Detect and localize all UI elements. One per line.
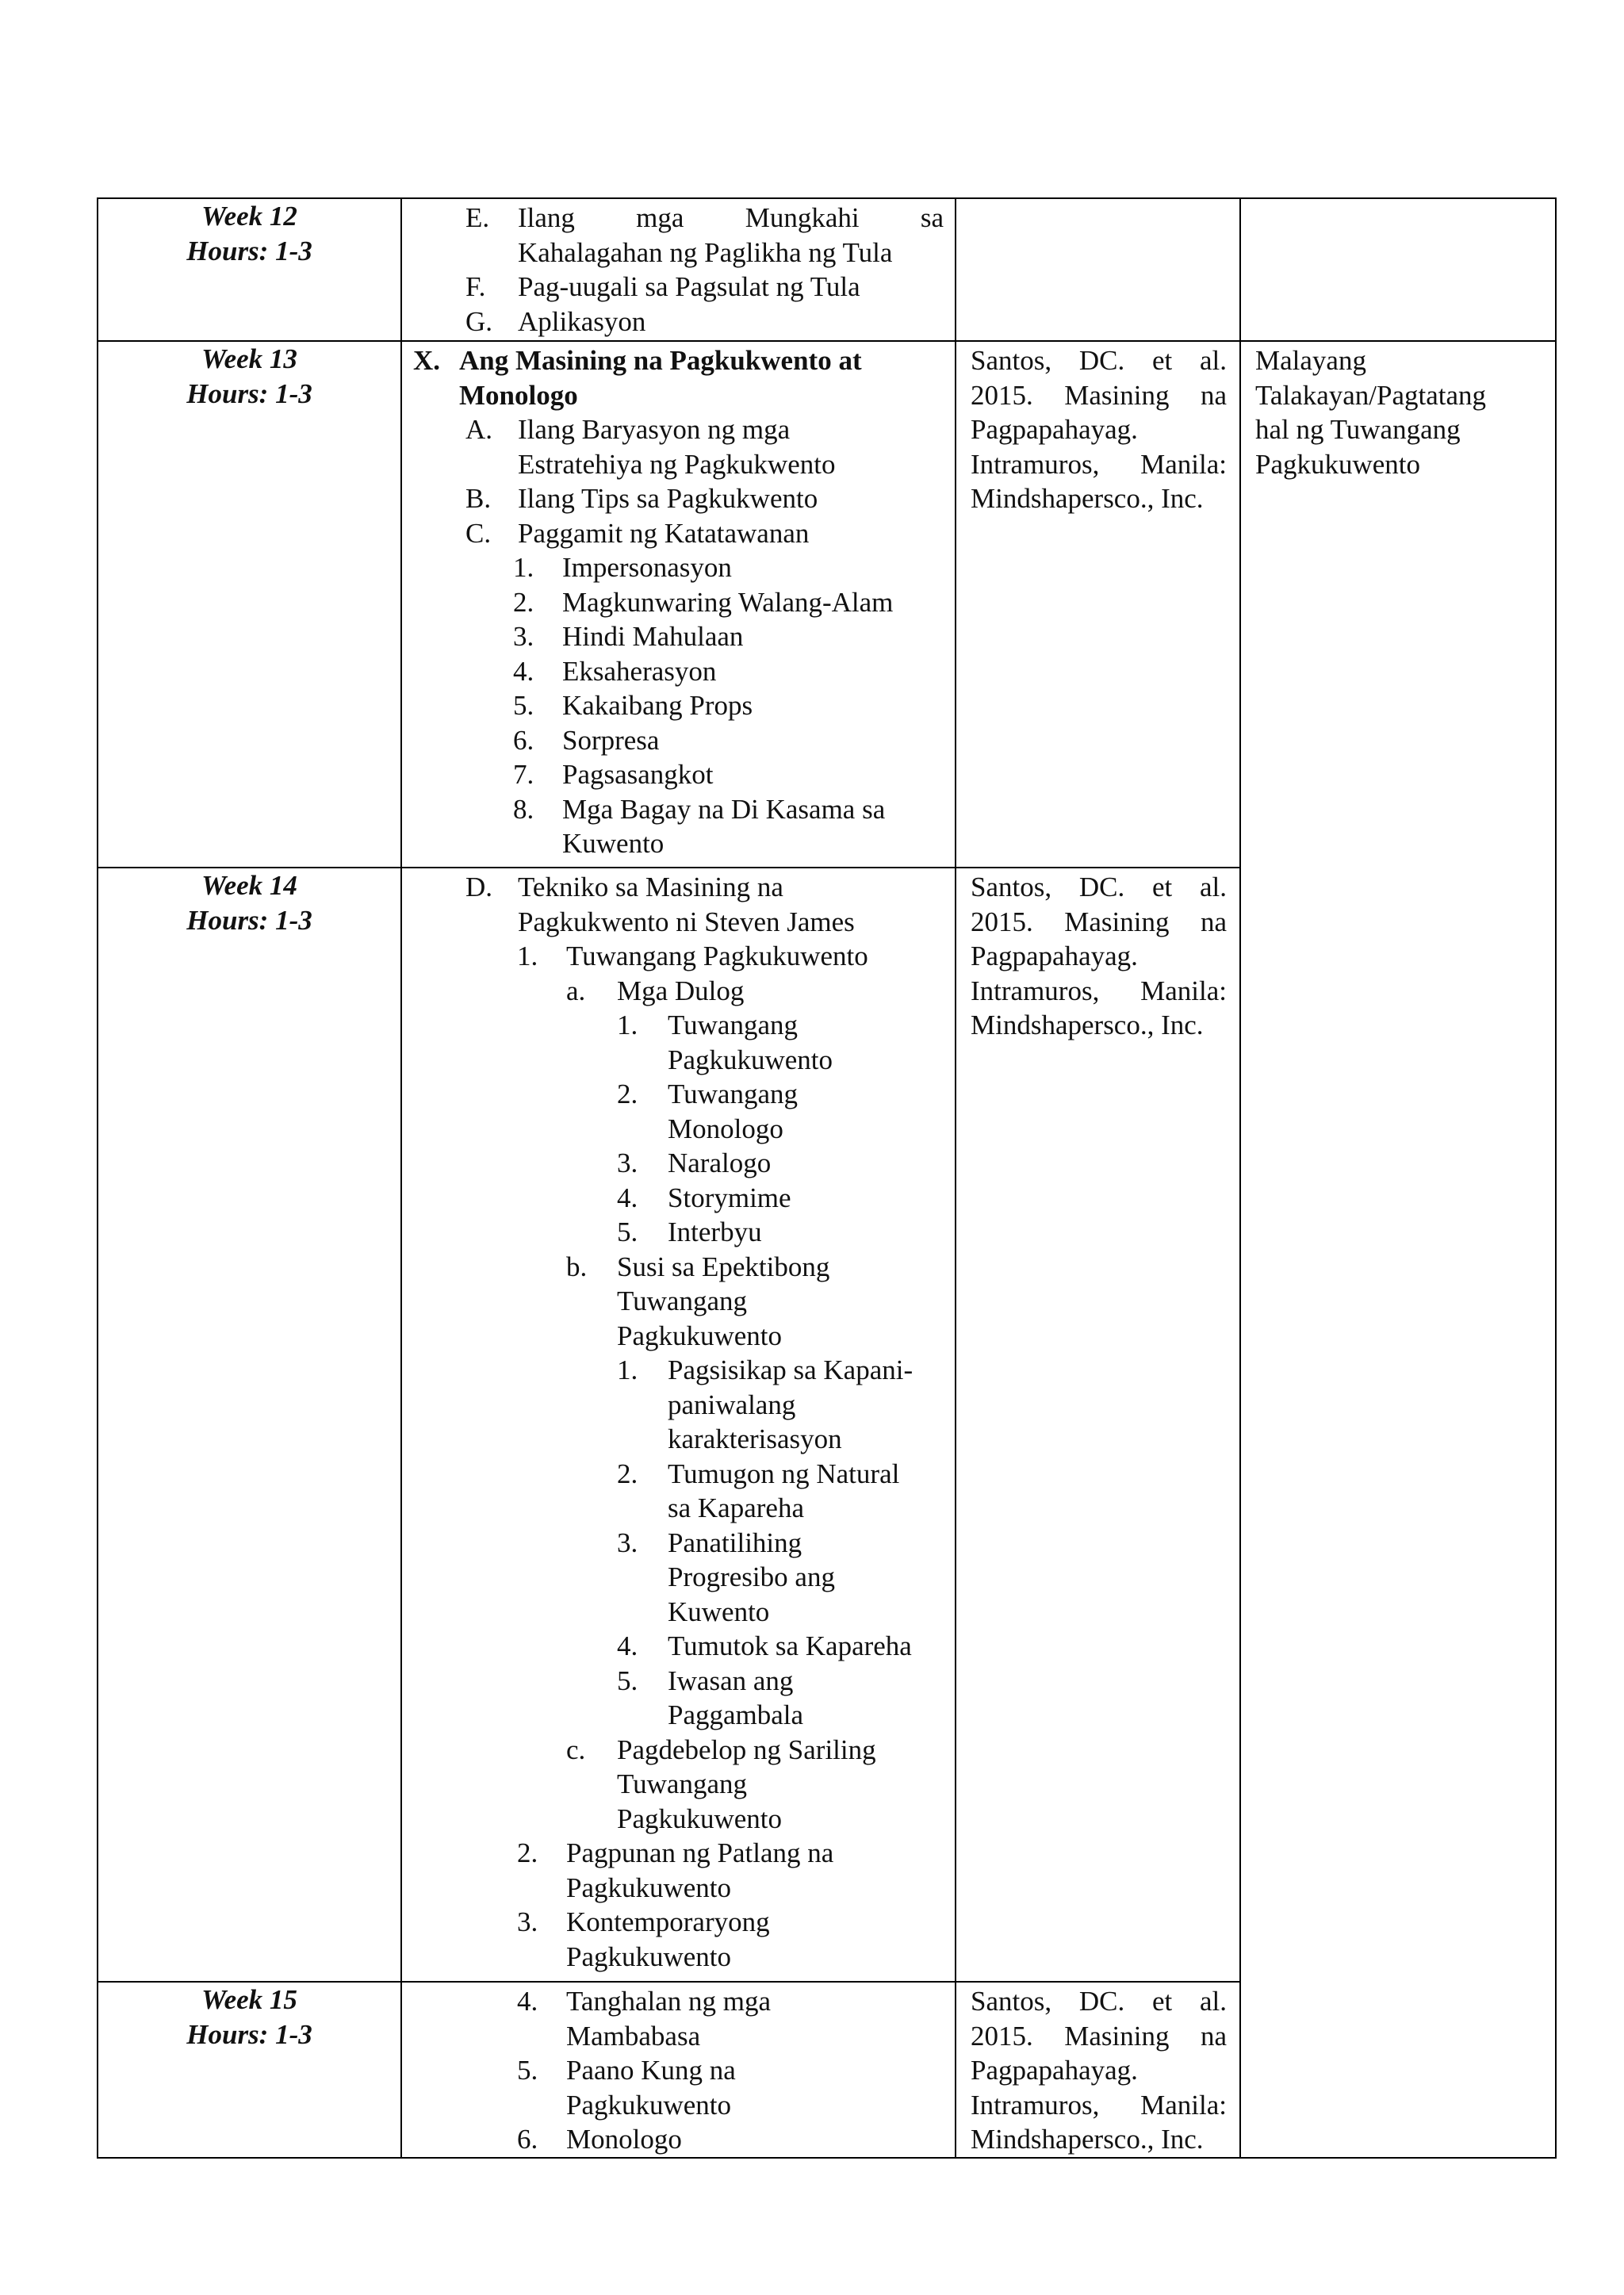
reference-cell xyxy=(956,1982,1240,2158)
list-item-text xyxy=(518,270,944,305)
list-item-text xyxy=(617,1250,944,1354)
list-item-text xyxy=(562,619,944,654)
list-item-label: 4. xyxy=(617,1182,638,1213)
list-item-line: Magkunwaring Walang-Alam xyxy=(562,586,894,618)
list-item xyxy=(402,1905,944,1974)
list-item-label: 7. xyxy=(513,759,534,790)
list-item-text xyxy=(668,1146,944,1181)
list-item-line: Monologo xyxy=(668,1113,783,1144)
list-item-label: X. xyxy=(413,345,441,376)
table-row xyxy=(98,341,1556,868)
list-item xyxy=(402,1215,944,1250)
reference-line: Mindshapersco., Inc. xyxy=(971,2124,1204,2155)
list-item-line: Pagdebelop ng Sariling xyxy=(617,1734,876,1765)
week-label: Week 14 xyxy=(201,870,297,901)
list-item xyxy=(402,201,944,270)
list-item xyxy=(402,585,944,620)
list-item-label: 5. xyxy=(617,1216,638,1247)
list-item xyxy=(402,757,944,792)
list-item-text xyxy=(566,1984,944,2053)
list-item-line: Tuwangang Pagkukuwento xyxy=(566,941,868,971)
list-item-label: 5. xyxy=(617,1665,638,1696)
list-item-label: b. xyxy=(566,1251,588,1282)
list-item xyxy=(402,516,944,551)
list-item-line: Susi sa Epektibong xyxy=(617,1251,830,1282)
list-item-label: F. xyxy=(465,271,486,302)
activity-cell xyxy=(1240,341,1556,2158)
list-item-label: 4. xyxy=(617,1630,638,1661)
list-item-line: Paggambala xyxy=(668,1699,804,1730)
list-item xyxy=(402,1984,944,2053)
list-item-label: 6. xyxy=(513,724,534,756)
list-item-label: 3. xyxy=(617,1527,638,1558)
topics-cell xyxy=(401,198,956,341)
list-item-line: Tumugon ng Natural xyxy=(668,1458,900,1489)
topics-cell xyxy=(401,868,956,1982)
list-item-line: Kuwento xyxy=(562,828,665,859)
list-item-line: Kontemporaryong xyxy=(566,1906,770,1937)
list-item-label: 1. xyxy=(513,552,534,583)
list-item xyxy=(402,343,944,412)
list-item xyxy=(402,1664,944,1733)
list-item xyxy=(402,270,944,305)
list-item-text xyxy=(566,1905,944,1974)
list-item-text xyxy=(562,792,944,861)
reference-line: Pagpapahayag. xyxy=(971,941,1138,971)
hours-label: Hours: 1-3 xyxy=(186,2018,312,2050)
list-item xyxy=(402,550,944,585)
list-item-label: D. xyxy=(465,872,493,902)
list-item-text xyxy=(562,688,944,723)
list-item-label: 5. xyxy=(513,690,534,721)
list-item-line: Pagsasangkot xyxy=(562,759,714,790)
list-item xyxy=(402,792,944,861)
list-item-label: A. xyxy=(465,414,493,445)
reference-line: Intramuros, Manila: xyxy=(971,2089,1227,2121)
week-cell xyxy=(98,868,401,1982)
reference-line: Santos, DC. et al. xyxy=(971,345,1227,376)
list-item-label: c. xyxy=(566,1734,586,1765)
list-item xyxy=(402,412,944,481)
activity-text xyxy=(1241,342,1555,481)
week-cell xyxy=(98,1982,401,2158)
list-item-line: Monologo xyxy=(459,379,578,411)
list-item-line: paniwalang xyxy=(668,1389,796,1420)
activity-line: Pagkukuwento xyxy=(1255,448,1421,480)
reference-cell xyxy=(956,868,1240,1982)
list-item-text xyxy=(518,481,944,516)
list-item-line: Monologo xyxy=(566,2124,682,2155)
list-item xyxy=(402,1077,944,1146)
list-item-line: Pagkukuwento xyxy=(566,2089,732,2121)
list-item xyxy=(402,1457,944,1526)
week-label: Week 13 xyxy=(201,343,297,374)
list-item-text xyxy=(566,2122,944,2157)
list-item-text xyxy=(562,757,944,792)
reference-line: Pagpapahayag. xyxy=(971,2055,1138,2086)
list-item-text xyxy=(518,305,944,339)
list-item-line: Tuwangang xyxy=(617,1768,747,1799)
list-item-text xyxy=(562,585,944,620)
list-item xyxy=(402,939,944,974)
activity-cell xyxy=(1240,198,1556,341)
list-item xyxy=(402,2122,944,2157)
list-item-label: 2. xyxy=(517,1837,538,1868)
list-item-text xyxy=(518,412,944,481)
list-item-text xyxy=(668,1526,944,1630)
list-item-label: 1. xyxy=(617,1354,638,1385)
reference-line: Pagpapahayag. xyxy=(971,414,1138,445)
list-item-line: Impersonasyon xyxy=(562,552,732,583)
list-item-line: Hindi Mahulaan xyxy=(562,621,744,652)
list-item-text xyxy=(518,201,944,270)
list-item-text xyxy=(668,1629,944,1664)
list-item xyxy=(402,1181,944,1216)
list-item xyxy=(402,688,944,723)
list-item-label: 2. xyxy=(617,1458,638,1489)
topics-list xyxy=(402,199,955,339)
list-item-label: 4. xyxy=(513,655,534,687)
list-item xyxy=(402,1629,944,1664)
list-item xyxy=(402,1733,944,1837)
topics-list xyxy=(402,868,955,1974)
list-item-line: Pagkukuwento xyxy=(668,1044,833,1075)
reference-text xyxy=(956,342,1239,516)
list-item-text xyxy=(668,1457,944,1526)
list-item-line: Ilang Tips sa Pagkukwento xyxy=(518,483,818,514)
list-item-text xyxy=(617,974,944,1009)
list-item-label: G. xyxy=(465,305,493,337)
list-item-line: Tumutok sa Kapareha xyxy=(668,1630,912,1661)
list-item-line: Pagkukuwento xyxy=(566,1941,732,1972)
list-item-line: Pagkukuwento xyxy=(617,1320,783,1351)
list-item-label: 2. xyxy=(617,1079,638,1109)
list-item-line: Pagkukuwento xyxy=(566,1872,732,1903)
list-item-line: sa Kapareha xyxy=(668,1492,804,1523)
list-item-text xyxy=(518,516,944,551)
list-item-text xyxy=(518,870,944,939)
list-item-line: Naralogo xyxy=(668,1148,772,1178)
list-item-line: Sorpresa xyxy=(562,724,660,756)
reference-line: Mindshapersco., Inc. xyxy=(971,1010,1204,1040)
list-item-text xyxy=(668,1008,944,1077)
list-item-label: E. xyxy=(465,202,490,233)
list-item-text xyxy=(562,654,944,689)
list-item-line: Mga Dulog xyxy=(617,975,745,1006)
list-item xyxy=(402,1836,944,1905)
list-item-text xyxy=(668,1664,944,1733)
list-item-line: karakterisasyon xyxy=(668,1423,842,1454)
list-item-label: 1. xyxy=(517,941,538,971)
list-item-label: 3. xyxy=(617,1148,638,1178)
list-item-line: Paggamit ng Katatawanan xyxy=(518,517,810,549)
list-item xyxy=(402,974,944,1009)
list-item-text xyxy=(566,2053,944,2122)
list-item-line: Mambabasa xyxy=(566,2020,701,2052)
week-label: Week 15 xyxy=(201,1984,297,2015)
list-item xyxy=(402,1526,944,1630)
syllabus-table xyxy=(97,197,1557,2159)
list-item-line: Pag-uugali sa Pagsulat ng Tula xyxy=(518,271,860,302)
list-item-text xyxy=(668,1353,944,1457)
reference-cell xyxy=(956,341,1240,868)
reference-line: Santos, DC. et al. xyxy=(971,1986,1227,2017)
list-item-label: 3. xyxy=(517,1906,538,1937)
reference-line: 2015. Masining na xyxy=(971,906,1227,937)
list-item-label: 4. xyxy=(517,1986,538,2017)
list-item xyxy=(402,305,944,339)
reference-text xyxy=(956,868,1239,1043)
list-item-line: Tuwangang xyxy=(668,1079,798,1109)
hours-label: Hours: 1-3 xyxy=(186,377,312,409)
list-item xyxy=(402,654,944,689)
list-item-line: Eksaherasyon xyxy=(562,655,717,687)
list-item-text xyxy=(668,1077,944,1146)
reference-line: Santos, DC. et al. xyxy=(971,872,1227,902)
list-item-line: Kuwento xyxy=(668,1596,770,1627)
list-item-label: 3. xyxy=(513,621,534,652)
week-label: Week 12 xyxy=(201,201,297,232)
list-item-line: Pagsisikap sa Kapani- xyxy=(668,1354,914,1385)
list-item xyxy=(402,1146,944,1181)
list-item-line: Interbyu xyxy=(668,1216,762,1247)
list-item-line: Pagpunan ng Patlang na xyxy=(566,1837,834,1868)
list-item-text xyxy=(668,1215,944,1250)
list-item-label: C. xyxy=(465,517,492,549)
list-item-text xyxy=(459,343,944,412)
list-item xyxy=(402,619,944,654)
list-item-line: Tuwangang xyxy=(617,1285,747,1316)
list-item-line: Ilang Baryasyon ng mga xyxy=(518,414,791,445)
list-item-label: 5. xyxy=(517,2055,538,2086)
topics-cell xyxy=(401,341,956,868)
list-item-line: Estratehiya ng Pagkukwento xyxy=(518,448,836,480)
list-item-line: Progresibo ang xyxy=(668,1561,835,1592)
list-item-label: 1. xyxy=(617,1010,638,1040)
list-item-line: Paano Kung na xyxy=(566,2055,736,2086)
list-item-line: Tanghalan ng mga xyxy=(566,1986,772,2017)
list-item-line: Mga Bagay na Di Kasama sa xyxy=(562,793,886,825)
list-item-line: Storymime xyxy=(668,1182,791,1213)
list-item-line: Iwasan ang xyxy=(668,1665,794,1696)
reference-line: Intramuros, Manila: xyxy=(971,975,1227,1006)
list-item-line: Aplikasyon xyxy=(518,305,646,337)
hours-label: Hours: 1-3 xyxy=(186,904,312,936)
list-item xyxy=(402,723,944,758)
topics-list xyxy=(402,1983,955,2157)
hours-label: Hours: 1-3 xyxy=(186,235,312,266)
list-item-line: Ang Masining na Pagkukwento at xyxy=(459,345,862,376)
activity-line: Malayang xyxy=(1255,345,1366,376)
list-item-text xyxy=(566,939,944,974)
list-item-label: a. xyxy=(566,975,586,1006)
list-item-text xyxy=(566,1836,944,1905)
list-item-label: 6. xyxy=(517,2124,538,2155)
list-item-line: Panatilihing xyxy=(668,1527,802,1558)
list-item-line: Ilang mga Mungkahi sa xyxy=(518,202,944,233)
list-item-line: Kakaibang Props xyxy=(562,690,753,721)
reference-cell xyxy=(956,198,1240,341)
week-cell xyxy=(98,341,401,868)
reference-line: Mindshapersco., Inc. xyxy=(971,483,1204,514)
list-item xyxy=(402,1008,944,1077)
list-item xyxy=(402,870,944,939)
list-item-label: B. xyxy=(465,483,492,514)
list-item-text xyxy=(562,723,944,758)
list-item-text xyxy=(617,1733,944,1837)
topics-list xyxy=(402,342,955,861)
list-item-line: Tuwangang xyxy=(668,1010,798,1040)
list-item-line: Pagkukwento ni Steven James xyxy=(518,906,855,937)
list-item-text xyxy=(562,550,944,585)
list-item-line: Kahalagahan ng Paglikha ng Tula xyxy=(518,236,893,268)
list-item-label: 2. xyxy=(513,586,534,618)
reference-line: 2015. Masining na xyxy=(971,2020,1227,2052)
table-row xyxy=(98,198,1556,341)
list-item xyxy=(402,481,944,516)
activity-line: Talakayan/Pagtatang xyxy=(1255,379,1487,411)
list-item-line: Pagkukuwento xyxy=(617,1803,783,1834)
activity-line: hal ng Tuwangang xyxy=(1255,414,1461,445)
list-item-text xyxy=(668,1181,944,1216)
week-cell xyxy=(98,198,401,341)
topics-cell xyxy=(401,1982,956,2158)
reference-text xyxy=(956,1983,1239,2157)
list-item-line: Tekniko sa Masining na xyxy=(518,872,783,902)
list-item xyxy=(402,2053,944,2122)
list-item xyxy=(402,1353,944,1457)
list-item-label: 8. xyxy=(513,793,534,825)
list-item xyxy=(402,1250,944,1354)
reference-line: Intramuros, Manila: xyxy=(971,448,1227,480)
reference-line: 2015. Masining na xyxy=(971,379,1227,411)
